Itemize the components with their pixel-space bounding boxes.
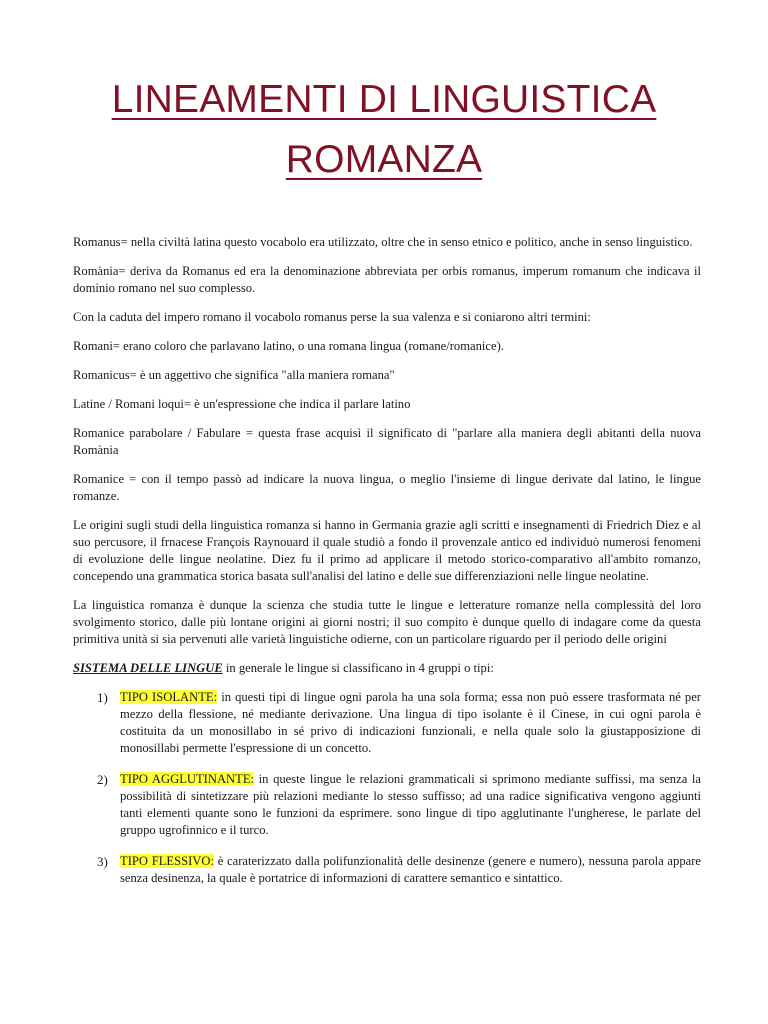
- paragraph-caduta: Con la caduta del impero romano il vocabolo romanus perse la sua valenza e si coniarono altri termini:: [73, 310, 591, 324]
- title-line-2: ROMANZA: [285, 138, 483, 181]
- type-description: in questi tipi di lingue ogni parola ha una sola forma; essa non può essere trasformata né per mezzo della flessione, né mediante derivazione. Una lingua di tipo isolante è il Cinese, in cui ogni parola è costituita da un monosillabo in sé privo di indicazioni funzionali, e nella quale solo la giustapposizione di monosillabi permette l'espressione di un concetto.: [120, 690, 701, 755]
- paragraph-romanicus: Romanicus= è un aggettivo che significa "alla maniera romana": [73, 368, 395, 382]
- list-number: 2): [97, 772, 108, 787]
- list-number: 3): [97, 854, 108, 869]
- paragraph-romanice: Romanice = con il tempo passò ad indicare la nuova lingua, o meglio l'insieme di lingue derivate dal latino, le lingue romanze.: [73, 472, 701, 503]
- type-label-highlight: TIPO ISOLANTE:: [120, 690, 218, 704]
- list-number: 1): [97, 690, 108, 705]
- list-item: [73, 771, 701, 839]
- type-description: in queste lingue le relazioni grammaticali si sprimono mediante suffissi, ma senza la possibilità di sintetizzare più relazioni mediante lo stesso suffisso; ad una radice significativa vengono aggiunti tanti elementi quante sono le funzioni da esprimere. sono lingue di tipo agglutinante l'ungherese, le parlate del gruppo ugrofinnico e il turco.: [120, 772, 701, 837]
- language-types-list: [73, 689, 701, 887]
- paragraph-linguistica-romanza: La linguistica romanza è dunque la scienza che studia tutte le lingue e letterature romanze nella complessità del loro svolgimento storico, dalle più lontane origini ai giorni nostri; il suo compito è dunque quello di indagare come da questa primitiva unità si sia pervenuti alle varietà linguistiche odierne, con un particolare riguardo per il periodo delle origini: [73, 598, 701, 646]
- list-item: [73, 689, 701, 757]
- paragraph-origini: Le origini sugli studi della linguistica romanza si hanno in Germania grazie agli scritti e insegnamenti di Friedrich Diez e al suo percusore, il frnacese François Raynouard il quale studiò a fondo il provenzale antico ed individuò numerosi fenomeni di evoluzione delle lingue neolatine. Diez fu il primo ad applicare il metodo storico-comparativo all'ambito romanzo, concependo una grammatica storica basata sull'analisi del latino e delle sue differenziazioni nelle lingue neolatine.: [73, 518, 701, 583]
- document-body: [73, 234, 701, 901]
- type-description: è caraterizzato dalla polifunzionalità delle desinenze (genere e numero), nessuna parola appare senza desinenza, la quale è portatrice di informazioni di carattere semantico e sintattico.: [120, 854, 701, 885]
- paragraph-latine: Latine / Romani loqui= è un'espressione che indica il parlare latino: [73, 397, 411, 411]
- section-heading-line: [73, 660, 701, 677]
- paragraph-romani: Romani= erano coloro che parlavano latino, o una romana lingua (romane/romanice).: [73, 339, 504, 353]
- list-item: [73, 853, 701, 887]
- document-title: [0, 70, 768, 190]
- section-heading: SISTEMA DELLE LINGUE: [73, 661, 223, 675]
- type-label-highlight: TIPO FLESSIVO:: [120, 854, 214, 868]
- paragraph-romanus: Romanus= nella civiltà latina questo vocabolo era utilizzato, oltre che in senso etnico e politico, anche in senso linguistico.: [73, 235, 693, 249]
- paragraph-parabolare: Romanice parabolare / Fabulare = questa frase acquisì il significato di "parlare alla maniera degli abitanti della nuova Romània: [73, 426, 701, 457]
- title-line-1: LINEAMENTI DI LINGUISTICA: [111, 78, 657, 121]
- paragraph-romania: Romània= deriva da Romanus ed era la denominazione abbreviata per orbis romanus, imperum romanum che indicava il dominio romano nel suo complesso.: [73, 264, 701, 295]
- section-intro: in generale le lingue si classificano in 4 gruppi o tipi:: [222, 661, 494, 675]
- type-label-highlight: TIPO AGGLUTINANTE:: [120, 772, 255, 786]
